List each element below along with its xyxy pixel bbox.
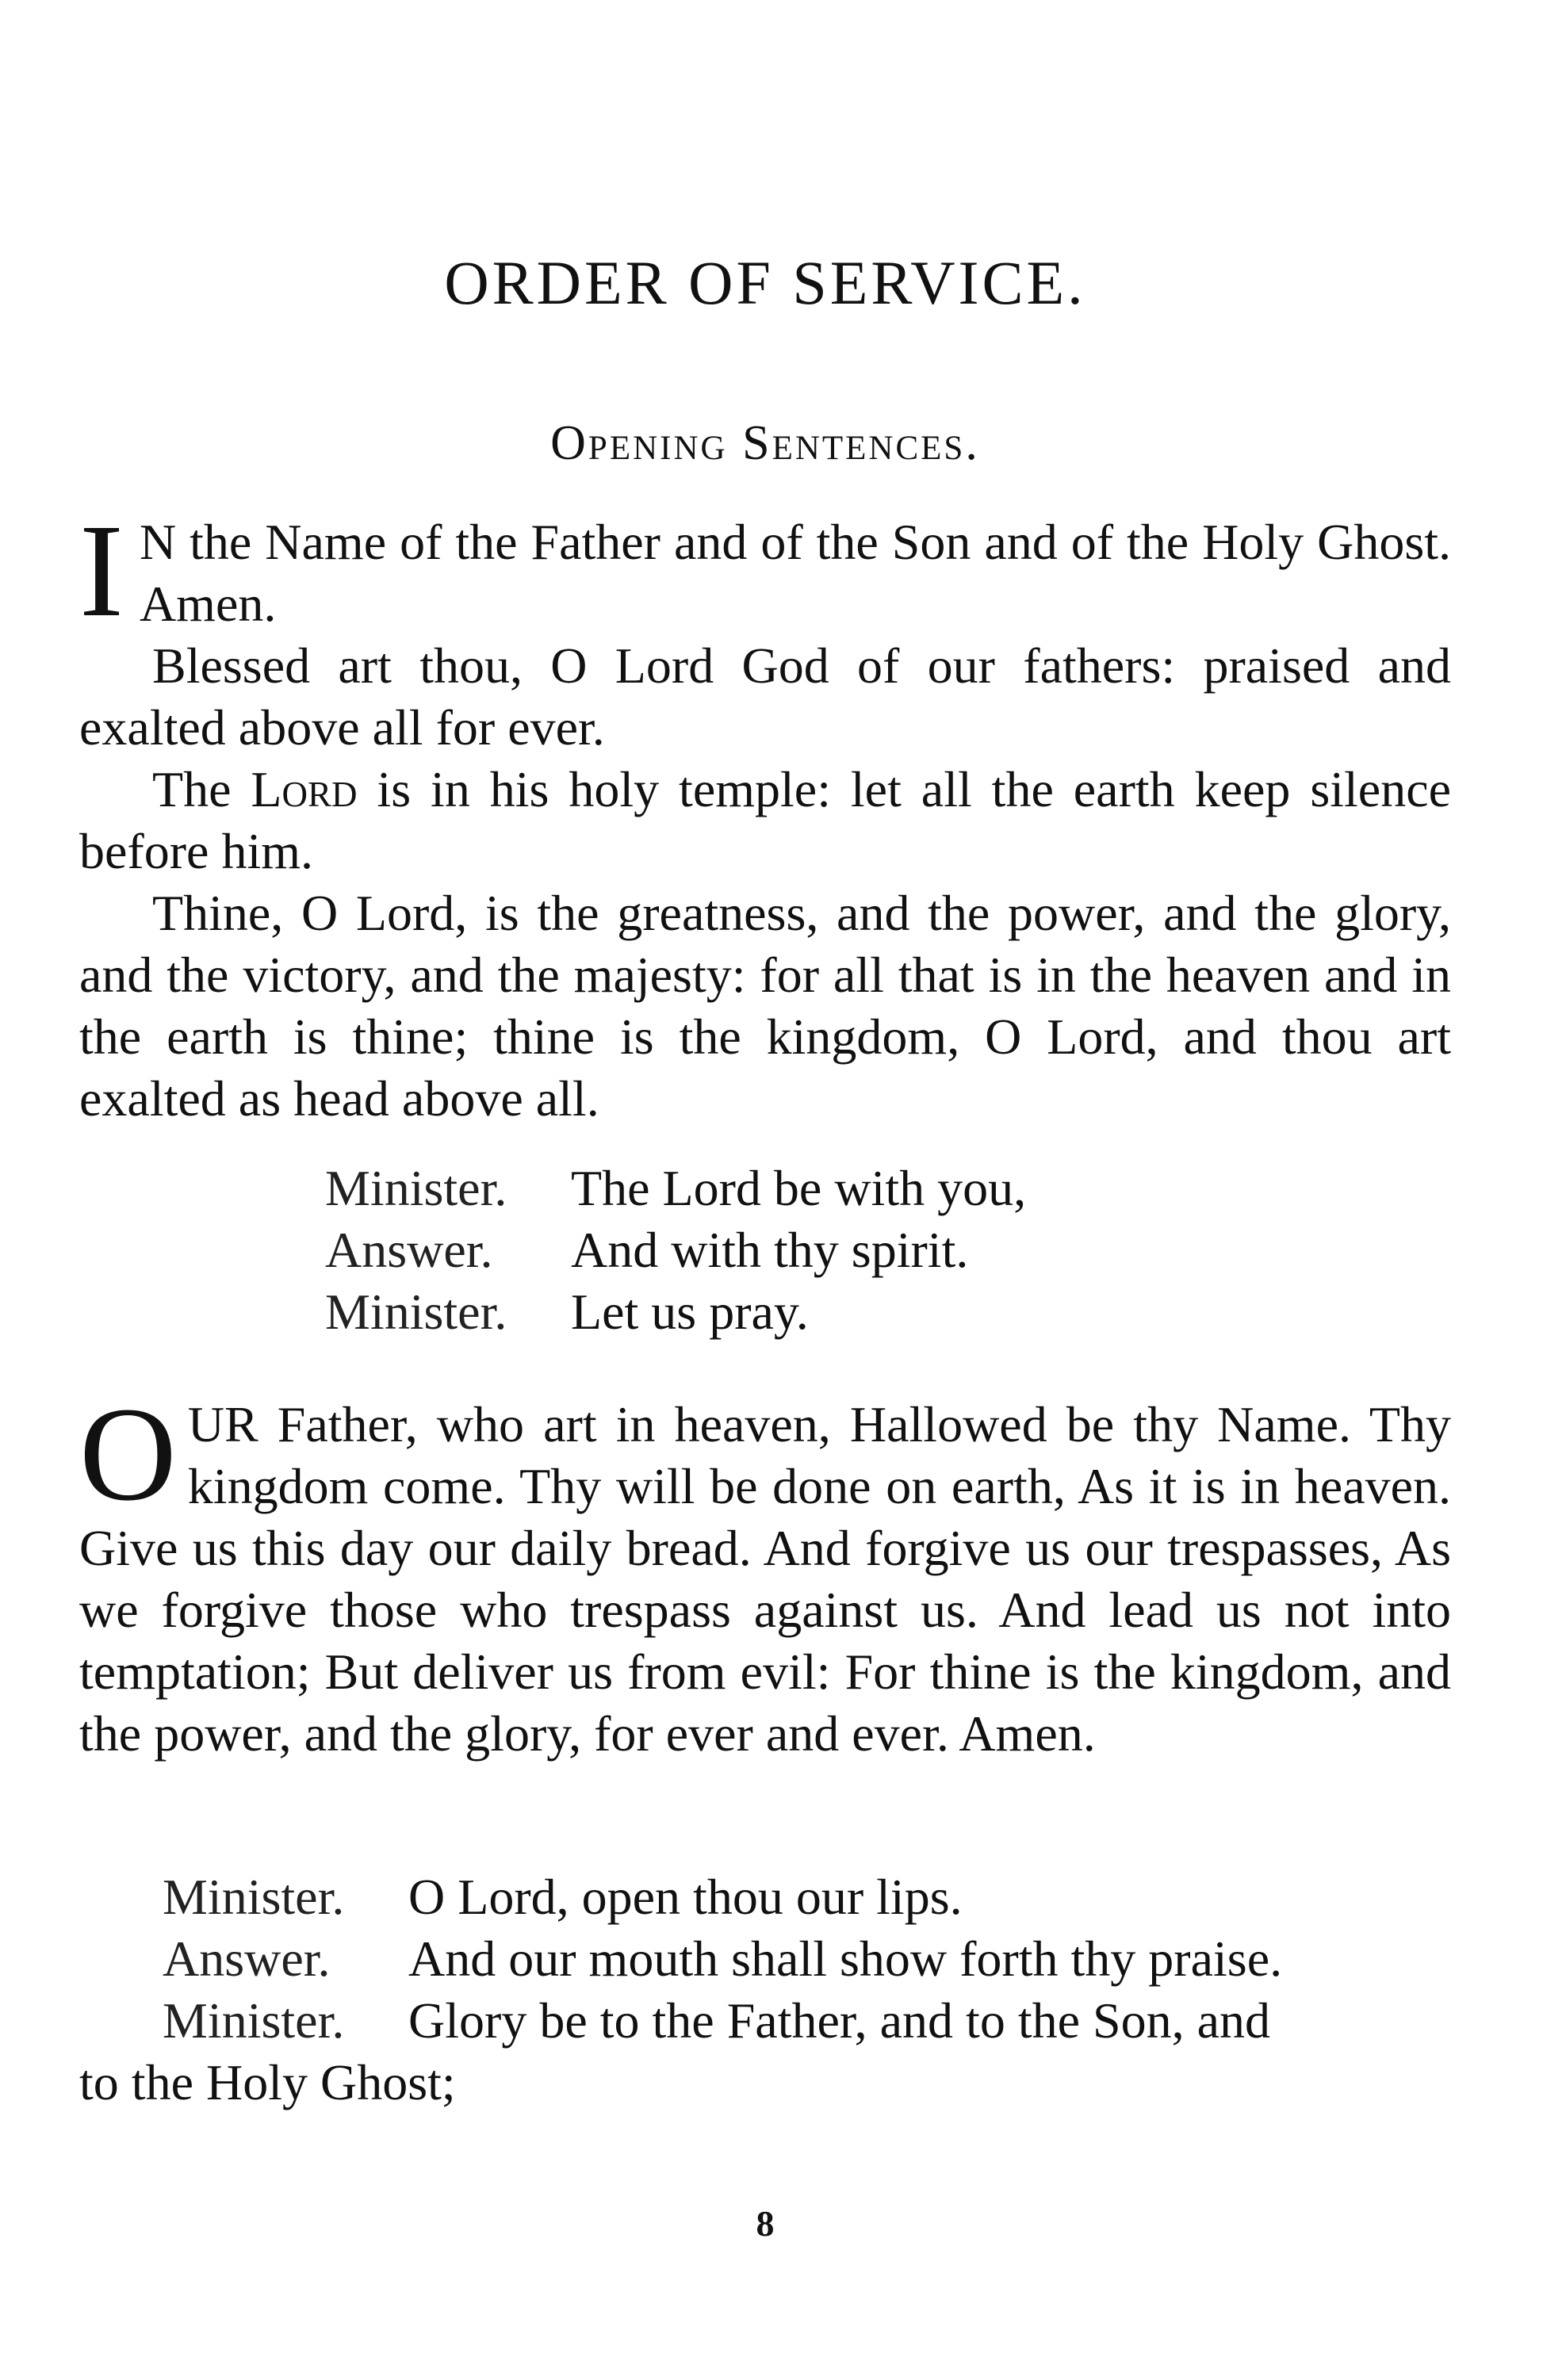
prayer-text: UR Father, who art in heaven, Hallowed be thy Name. Thy kingdom come. Thy will be done on earth, As it is in heaven. Give us this day our daily bread. And forgive us our trespasses, As we forgive those who trespass against us. And lead us not into temptation; But deliver us from evil: For thine is the kingdom, and the power, and the glory, for ever and ever. Amen. — [79, 1396, 1451, 1762]
dialogue-line: And with thy spirit. — [571, 1222, 969, 1278]
versicles-and-responses — [325, 1157, 1435, 1343]
dialogue-row — [163, 1990, 1451, 2052]
dialogue-line: The Lord be with you, — [571, 1160, 1027, 1216]
speaker-label: Minister. — [163, 1869, 345, 1925]
dialogue-continuation: to the Holy Ghost; — [79, 2054, 456, 2110]
versicles-and-responses — [79, 1866, 1451, 2114]
dialogue-row — [325, 1219, 1435, 1281]
dialogue-line: O Lord, open thou our lips. — [408, 1869, 963, 1925]
sentence-text: is in his holy temple: let all the earth keep silence before him. — [79, 761, 1452, 879]
invocation-text: N the Name of the Father and of the Son and of the Holy Ghost. Amen. — [139, 514, 1451, 632]
invocation-paragraph — [79, 497, 1451, 645]
drop-cap-letter: I — [79, 497, 124, 645]
small-caps-lord: Lord — [251, 761, 358, 817]
lords-prayer — [79, 1379, 1451, 1765]
page-number: 8 — [756, 2203, 775, 2244]
speaker-label: Minister. — [163, 1992, 345, 2049]
dialogue-line: Glory be to the Father, and to the Son, and — [408, 1992, 1270, 2049]
prayer-paragraph — [79, 1379, 1451, 1765]
dialogue-line: Let us pray. — [571, 1284, 809, 1340]
speaker-label: Minister. — [325, 1284, 507, 1340]
sentence-paragraph: Blessed art thou, O Lord God of our fathers: praised and exalted above all for ever. — [79, 637, 1451, 756]
dialogue-row — [163, 1928, 1451, 1990]
opening-sentences — [79, 497, 1452, 1130]
sentence-text: The — [152, 761, 251, 817]
sentence-paragraph: Thine, O Lord, is the greatness, and the power, and the glory, and the victory, and the majesty: for all that is in the heaven and in the earth is thine; thine is the kingdom, O Lord, and thou art exalted as head above all. — [79, 885, 1451, 1127]
drop-cap-letter: O — [79, 1379, 177, 1529]
dialogue-line: And our mouth shall show forth thy praise. — [408, 1930, 1283, 1987]
dialogue-row — [325, 1157, 1435, 1219]
speaker-label: Answer. — [325, 1222, 493, 1278]
page-title: ORDER OF SERVICE. — [444, 248, 1086, 317]
speaker-label: Answer. — [163, 1930, 331, 1987]
sentence-paragraph — [79, 759, 1451, 882]
speaker-label: Minister. — [325, 1160, 507, 1216]
dialogue-row — [325, 1281, 1435, 1343]
section-heading: Opening Sentences. — [550, 416, 980, 470]
book-page — [79, 0, 1451, 2380]
dialogue-row — [163, 1866, 1451, 1928]
